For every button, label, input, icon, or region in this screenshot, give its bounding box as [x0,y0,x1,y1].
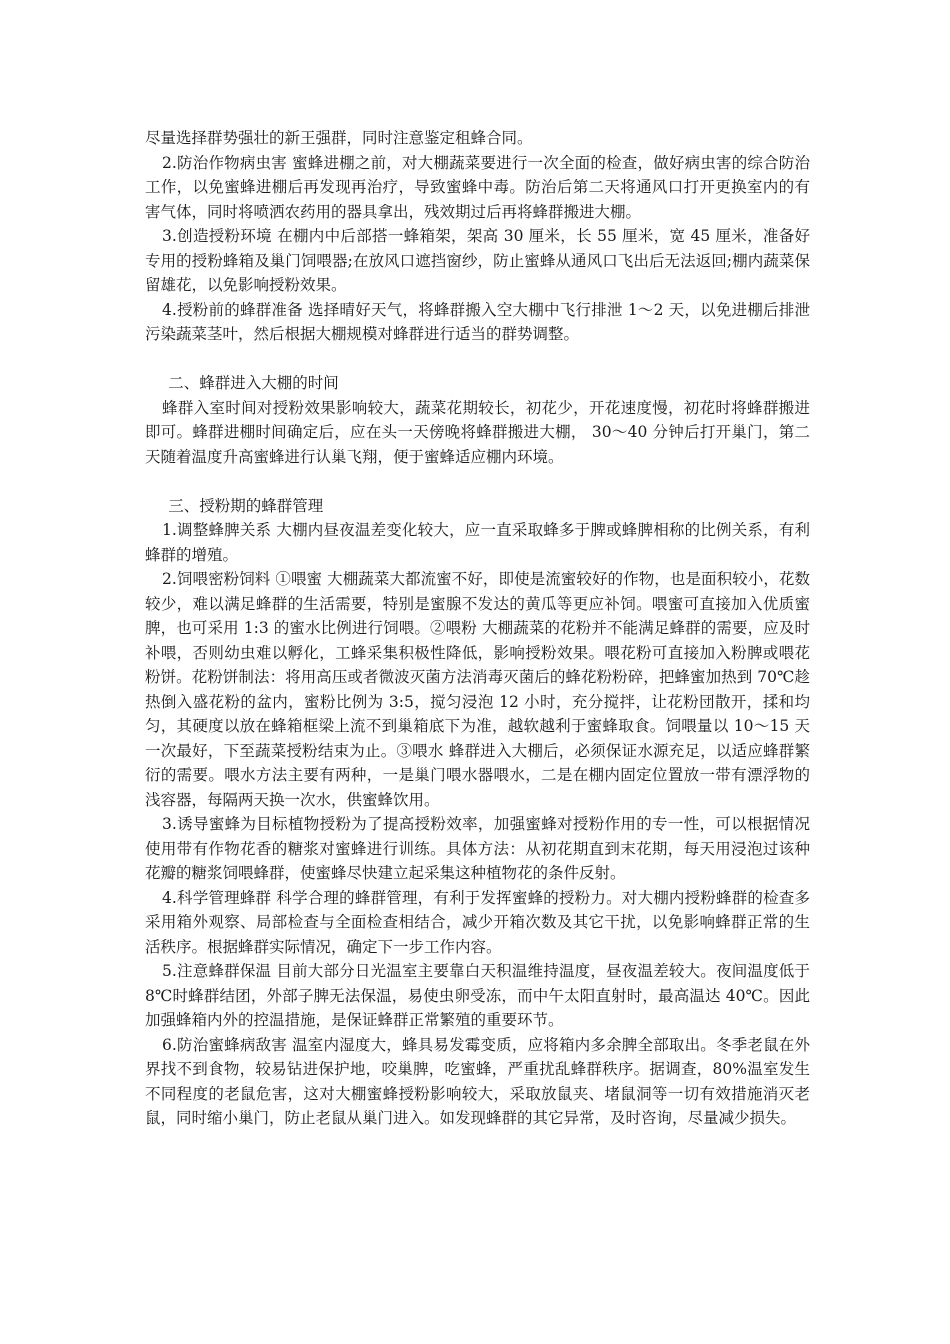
paragraph-comb-ratio: 1.调整蜂脾关系 大棚内昼夜温差变化较大，应一直采取蜂多于脾或蜂脾相称的比例关系，有利蜂群的增殖。 [145,521,810,564]
paragraph-induce-pollination: 3.诱导蜜蜂为目标植物授粉为了提高授粉效率，加强蜜蜂对授粉作用的专一性，可以根据情况使用带有作物花香的糖浆对蜜蜂进行训练。具体方法：从初花期直到末花期，每天用浸泡过该种花瓣的糖浆饲喂蜂群，使蜜蜂尽快建立起采集这种植物花的条件反射。 [145,815,810,882]
section-heading-management: 三、授粉期的蜂群管理 [168,496,324,515]
paragraph-temperature-keeping: 5.注意蜂群保温 目前大部分日光温室主要靠白天积温维持温度，昼夜温差较大。夜间温度低于 8℃时蜂群结团，外部子脾无法保温，易使虫卵受冻，而中午太阳直射时，最高温达 40℃。因此加强蜂箱内外的控温措施，是保证蜂群正常繁殖的重要环节。 [145,962,810,1029]
document-body [145,126,810,1131]
paragraph-pest-enemies: 6.防治蜜蜂病敌害 温室内湿度大，蜂具易发霉变质，应将箱内多余脾全部取出。冬季老鼠在外界找不到食物，较易钻进保护地，咬巢脾，吃蜜蜂，严重扰乱蜂群秩序。据调查，80%温室发生不同程度的老鼠危害，这对大棚蜜蜂授粉影响较大，采取放鼠夹、堵鼠洞等一切有效措施消灭老鼠，同时缩小巢门，防止老鼠从巢门进入。如发现蜂群的其它异常，及时咨询，尽量减少损失。 [145,1035,810,1127]
paragraph-feeding: 2.饲喂密粉饲料 ①喂蜜 大棚蔬菜大都流蜜不好，即使是流蜜较好的作物，也是面积较小，花数较少，难以满足蜂群的生活需要，特别是蜜腺不发达的黄瓜等更应补饲。喂蜜可直接加入优质蜜脾，也可采用 1:3 的蜜水比例进行饲喂。②喂粉 大棚蔬菜的花粉并不能满足蜂群的需要，应及时补喂，否则幼虫难以孵化，工蜂采集积极性降低，影响授粉效果。喂花粉可直接加入粉脾或喂花粉饼。花粉饼制法：将用高压或者微波灭菌方法消毒灭菌后的蜂花粉粉碎，把蜂蜜加热到 70℃趁热倒入盛花粉的盆内，蜜粉比例为 3:5，搅匀浸泡 12 小时，充分搅拌，让花粉団散开，揉和均匀，其硬度以放在蜂箱框梁上流不到巢箱底下为准，越软越利于蜜蜂取食。饲喂量以 10～15 天一次最好，下至蔬菜授粉结束为止。③喂水 蜂群进入大棚后，必须保证水源充足，以适应蜂群繁衍的需要。喂水方法主要有两种，一是巢门喂水器喂水，二是在棚内固定位置放一带有漂浮物的浅容器，每隔两天换一次水，供蜜蜂饮用。 [145,570,810,809]
paragraph-pollination-environment: 3.创造授粉环境 在棚内中后部搭一蜂箱架，架高 30 厘米，长 55 厘米，宽 45 厘米，准备好专用的授粉蜂箱及巢门饲喂器;在放风口遮挡窗纱，防止蜜蜂从通风口飞出后无法返回;棚内蔬菜保留雄花，以免影响授粉效果。 [145,227,810,294]
section-heading-entry-time: 二、蜂群进入大棚的时间 [168,374,339,392]
paragraph-pest-control: 2.防治作物病虫害 蜜蜂进棚之前，对大棚蔬菜要进行一次全面的检查，做好病虫害的综合防治工作，以免蜜蜂进棚后再发现再治疗，导致蜜蜂中毒。防治后第二天将通风口打开更换室内的有害气体，同时将喷洒农药用的器具拿出，残效期过后再将蜂群搬进大棚。 [145,153,810,221]
paragraph-entry-time: 蜂群入室时间对授粉效果影响较大，蔬菜花期较长，初花少，开花速度慢，初花时将蜂群搬进即可。蜂群进棚时间确定后，应在头一天傍晚将蜂群搬进大棚， 30～40 分钟后打开巢门，第二天随着温度升高蜜蜂进行认巢飞翔，便于蜜蜂适应棚内环境。 [145,398,810,466]
paragraph-scientific-management: 4.科学管理蜂群 科学合理的蜂群管理，有利于发挥蜜蜂的授粉力。对大棚内授粉蜂群的检查多采用箱外观察、局部检查与全面检查相结合，减少开箱次数及其它干扰，以免影响蜂群正常的生活秩序。根据蜂群实际情况，确定下一步工作内容。 [145,888,810,956]
paragraph-colony-preparation: 4.授粉前的蜂群准备 选择晴好天气，将蜂群搬入空大棚中飞行排泄 1～2 天，以免进棚后排泄污染蔬菜茎叶，然后根据大棚规模对蜂群进行适当的群势调整。 [145,300,810,343]
paragraph-intro-tail: 尽量选择群势强壮的新王强群，同时注意鉴定租蜂合同。 [145,129,533,147]
